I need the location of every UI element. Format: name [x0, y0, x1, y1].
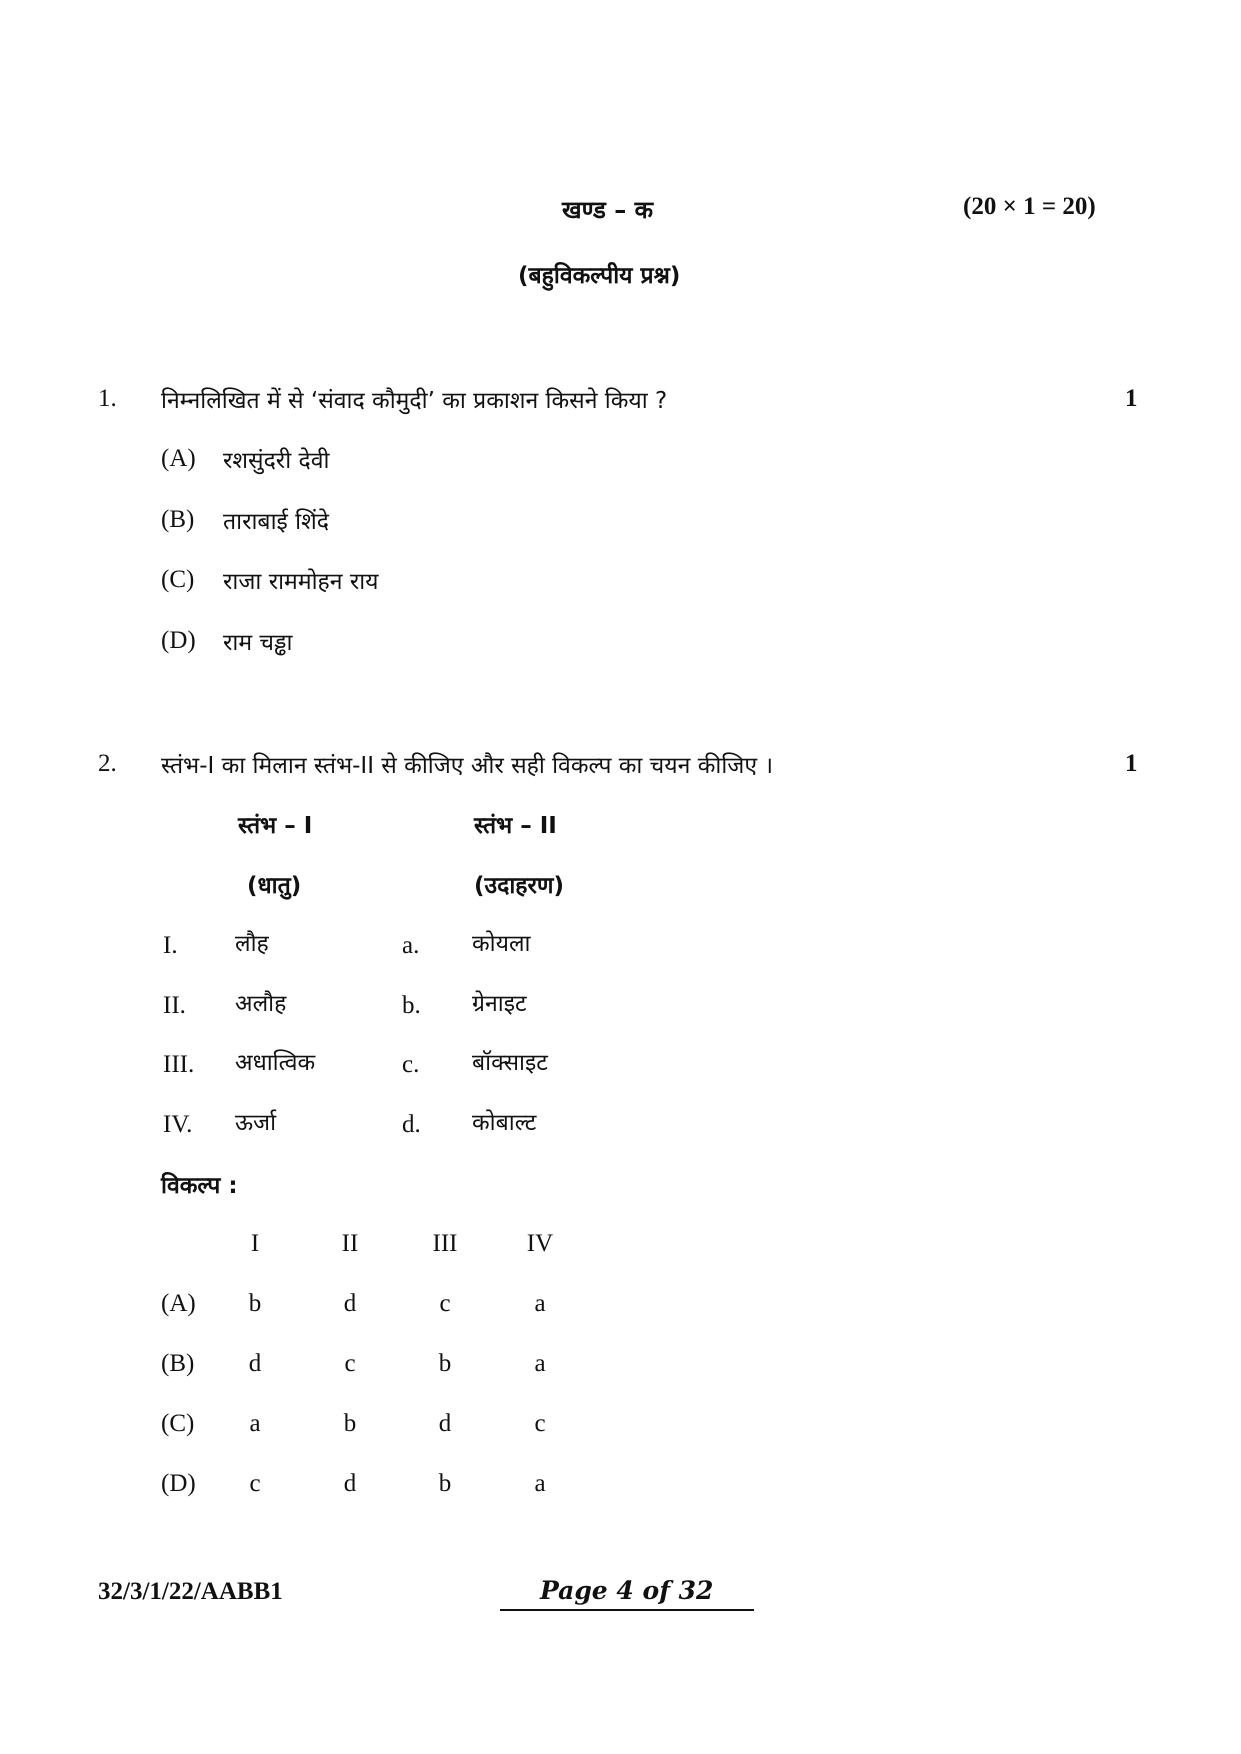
- option-value: a: [249, 1410, 261, 1437]
- column-2-heading: स्तंभ – II: [474, 813, 557, 839]
- option-label: (B): [161, 1350, 195, 1377]
- row-letter: d.: [402, 1111, 421, 1138]
- q1-marks: 1: [1125, 385, 1138, 412]
- q1-option-label: (B): [161, 506, 195, 533]
- page-number: Page 4 of 32: [540, 1576, 714, 1605]
- row-example: कोयला: [472, 931, 531, 957]
- q1-option-label: (C): [161, 566, 195, 593]
- row-number: I.: [163, 932, 178, 959]
- option-value: d: [248, 1350, 262, 1377]
- option-header: IV: [526, 1230, 554, 1257]
- q1-option-text: ताराबाई शिंदे: [223, 509, 329, 535]
- page-number-underline: [500, 1609, 754, 1611]
- row-letter: b.: [402, 992, 421, 1019]
- row-example: बॉक्साइट: [472, 1050, 548, 1076]
- q2-number: 2.: [98, 750, 117, 777]
- option-value: d: [343, 1470, 357, 1497]
- row-item: ऊर्जा: [235, 1110, 277, 1136]
- paper-code: 32/3/1/22/AABB1: [98, 1578, 283, 1605]
- options-label: विकल्प :: [161, 1173, 238, 1199]
- row-number: II.: [163, 992, 186, 1019]
- q1-number: 1.: [98, 385, 117, 412]
- row-letter: c.: [402, 1051, 420, 1078]
- option-label: (D): [161, 1470, 196, 1497]
- row-item: लौह: [235, 931, 269, 957]
- row-example: ग्रेनाइट: [472, 991, 527, 1017]
- row-item: अधात्विक: [235, 1050, 316, 1076]
- q1-option-text: राम चड्ढा: [223, 630, 293, 656]
- option-value: b: [438, 1470, 452, 1497]
- column-1-heading: स्तंभ – I: [238, 813, 313, 839]
- q1-option-text: रशसुंदरी देवी: [223, 448, 330, 474]
- option-value: d: [343, 1290, 357, 1317]
- q1-option-text: राजा राममोहन राय: [223, 569, 379, 595]
- q1-option-label: (D): [161, 627, 196, 654]
- option-value: c: [249, 1470, 261, 1497]
- option-value: b: [248, 1290, 262, 1317]
- row-letter: a.: [402, 932, 420, 959]
- option-value: a: [534, 1470, 546, 1497]
- option-value: b: [343, 1410, 357, 1437]
- row-number: III.: [163, 1051, 195, 1078]
- q1-text: निम्नलिखित में से ‘संवाद कौमुदी’ का प्रकाशन किसने किया ?: [161, 388, 668, 414]
- option-value: c: [439, 1290, 451, 1317]
- option-label: (C): [161, 1410, 195, 1437]
- option-header: II: [341, 1230, 359, 1257]
- option-value: c: [534, 1410, 546, 1437]
- row-number: IV.: [163, 1111, 193, 1138]
- section-title: खण्ड – क: [562, 196, 654, 224]
- option-value: a: [534, 1350, 546, 1377]
- section-marks: (20 × 1 = 20): [963, 193, 1096, 220]
- option-value: b: [438, 1350, 452, 1377]
- option-value: c: [344, 1350, 356, 1377]
- option-label: (A): [161, 1290, 196, 1317]
- row-example: कोबाल्ट: [472, 1110, 537, 1136]
- q1-option-label: (A): [161, 445, 196, 472]
- q2-text: स्तंभ-I का मिलान स्तंभ-II से कीजिए और सही विकल्प का चयन कीजिए ।: [161, 753, 774, 779]
- option-header: III: [432, 1230, 458, 1257]
- option-value: d: [438, 1410, 452, 1437]
- section-subtitle: (बहुविकल्पीय प्रश्न): [518, 263, 681, 289]
- option-value: a: [534, 1290, 546, 1317]
- column-2-subheading: (उदाहरण): [474, 873, 565, 899]
- q2-marks: 1: [1125, 750, 1138, 777]
- row-item: अलौह: [235, 991, 287, 1017]
- column-1-subheading: (धातु): [247, 873, 302, 899]
- option-header: I: [250, 1230, 260, 1257]
